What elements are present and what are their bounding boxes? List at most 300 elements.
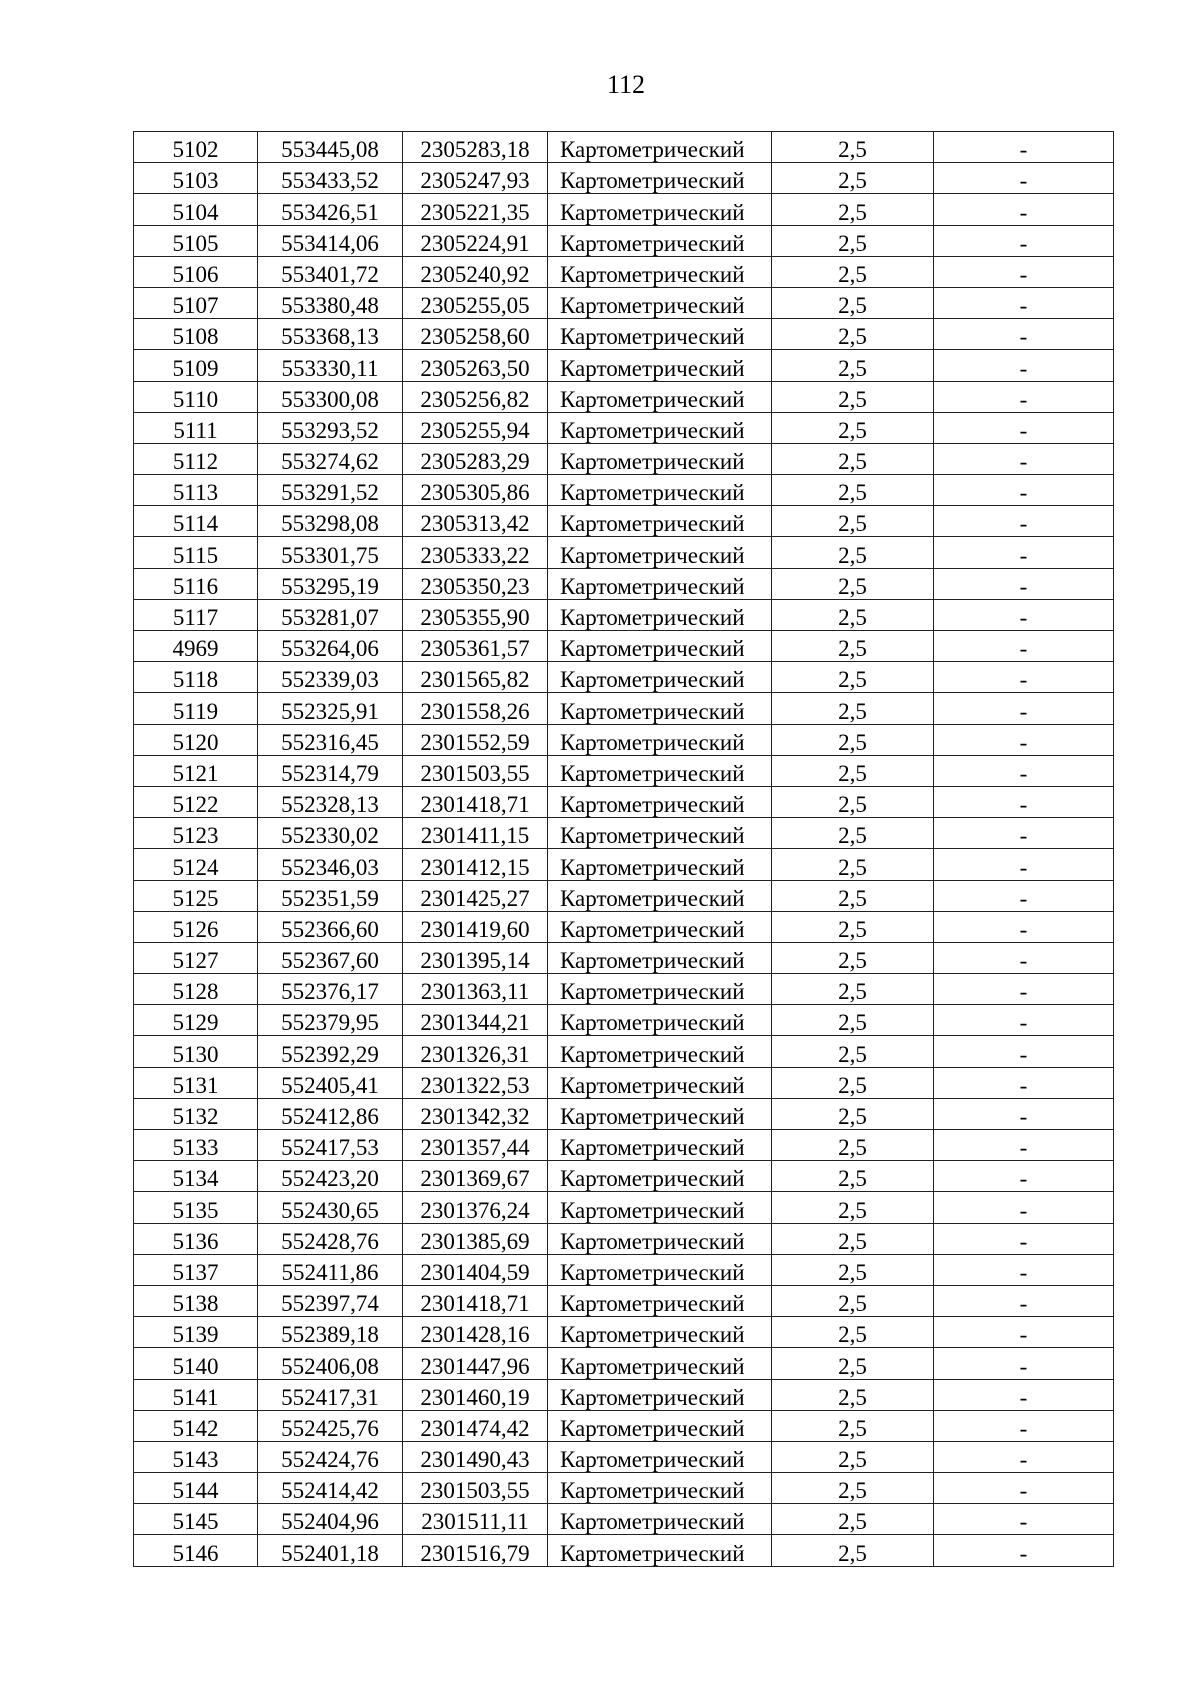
description-cell: - xyxy=(934,1317,1114,1348)
x-coordinate-cell: 552346,03 xyxy=(258,849,403,880)
x-coordinate-cell: 553301,75 xyxy=(258,537,403,568)
description-cell: - xyxy=(934,599,1114,630)
y-coordinate-cell: 2301428,16 xyxy=(403,1317,548,1348)
y-coordinate-cell: 2301516,79 xyxy=(403,1535,548,1566)
y-coordinate-cell: 2301425,27 xyxy=(403,880,548,911)
method-cell: Картометрический xyxy=(548,942,772,973)
y-coordinate-cell: 2301344,21 xyxy=(403,1005,548,1036)
table-row xyxy=(134,599,1114,630)
description-cell: - xyxy=(934,1348,1114,1379)
point-number-cell: 5132 xyxy=(134,1098,258,1129)
description-cell: - xyxy=(934,1192,1114,1223)
accuracy-cell: 2,5 xyxy=(772,287,934,318)
table-row xyxy=(134,1317,1114,1348)
method-cell: Картометрический xyxy=(548,1410,772,1441)
method-cell: Картометрический xyxy=(548,1285,772,1316)
table-row xyxy=(134,693,1114,724)
accuracy-cell: 2,5 xyxy=(772,1473,934,1504)
point-number-cell: 5106 xyxy=(134,256,258,287)
method-cell: Картометрический xyxy=(548,1254,772,1285)
table-row xyxy=(134,537,1114,568)
accuracy-cell: 2,5 xyxy=(772,1098,934,1129)
point-number-cell: 5130 xyxy=(134,1036,258,1067)
method-cell: Картометрический xyxy=(548,1504,772,1535)
accuracy-cell: 2,5 xyxy=(772,568,934,599)
x-coordinate-cell: 553295,19 xyxy=(258,568,403,599)
description-cell: - xyxy=(934,631,1114,662)
accuracy-cell: 2,5 xyxy=(772,1535,934,1566)
table-row xyxy=(134,1098,1114,1129)
description-cell: - xyxy=(934,1161,1114,1192)
x-coordinate-cell: 552428,76 xyxy=(258,1223,403,1254)
table-row xyxy=(134,568,1114,599)
accuracy-cell: 2,5 xyxy=(772,1005,934,1036)
description-cell: - xyxy=(934,1130,1114,1161)
y-coordinate-cell: 2301511,11 xyxy=(403,1504,548,1535)
point-number-cell: 5126 xyxy=(134,911,258,942)
point-number-cell: 5122 xyxy=(134,786,258,817)
point-number-cell: 5119 xyxy=(134,693,258,724)
description-cell: - xyxy=(934,880,1114,911)
table-row xyxy=(134,786,1114,817)
table-row xyxy=(134,755,1114,786)
table-row xyxy=(134,412,1114,443)
method-cell: Картометрический xyxy=(548,911,772,942)
point-number-cell: 5108 xyxy=(134,319,258,350)
point-number-cell: 5134 xyxy=(134,1161,258,1192)
description-cell: - xyxy=(934,443,1114,474)
point-number-cell: 5143 xyxy=(134,1441,258,1472)
description-cell: - xyxy=(934,693,1114,724)
table-row xyxy=(134,1130,1114,1161)
table-row xyxy=(134,974,1114,1005)
point-number-cell: 5145 xyxy=(134,1504,258,1535)
x-coordinate-cell: 552325,91 xyxy=(258,693,403,724)
x-coordinate-cell: 552330,02 xyxy=(258,818,403,849)
point-number-cell: 5137 xyxy=(134,1254,258,1285)
method-cell: Картометрический xyxy=(548,1067,772,1098)
y-coordinate-cell: 2301411,15 xyxy=(403,818,548,849)
x-coordinate-cell: 552367,60 xyxy=(258,942,403,973)
description-cell: - xyxy=(934,1067,1114,1098)
method-cell: Картометрический xyxy=(548,880,772,911)
accuracy-cell: 2,5 xyxy=(772,818,934,849)
accuracy-cell: 2,5 xyxy=(772,849,934,880)
accuracy-cell: 2,5 xyxy=(772,1254,934,1285)
accuracy-cell: 2,5 xyxy=(772,1441,934,1472)
x-coordinate-cell: 553264,06 xyxy=(258,631,403,662)
accuracy-cell: 2,5 xyxy=(772,1410,934,1441)
y-coordinate-cell: 2305247,93 xyxy=(403,163,548,194)
y-coordinate-cell: 2301342,32 xyxy=(403,1098,548,1129)
accuracy-cell: 2,5 xyxy=(772,974,934,1005)
description-cell: - xyxy=(934,786,1114,817)
accuracy-cell: 2,5 xyxy=(772,412,934,443)
method-cell: Картометрический xyxy=(548,475,772,506)
y-coordinate-cell: 2301376,24 xyxy=(403,1192,548,1223)
point-number-cell: 5109 xyxy=(134,350,258,381)
x-coordinate-cell: 553293,52 xyxy=(258,412,403,443)
y-coordinate-cell: 2301419,60 xyxy=(403,911,548,942)
description-cell: - xyxy=(934,662,1114,693)
x-coordinate-cell: 552389,18 xyxy=(258,1317,403,1348)
description-cell: - xyxy=(934,1005,1114,1036)
table-row xyxy=(134,1223,1114,1254)
accuracy-cell: 2,5 xyxy=(772,880,934,911)
method-cell: Картометрический xyxy=(548,1223,772,1254)
accuracy-cell: 2,5 xyxy=(772,381,934,412)
point-number-cell: 5129 xyxy=(134,1005,258,1036)
method-cell: Картометрический xyxy=(548,287,772,318)
table-row xyxy=(134,475,1114,506)
method-cell: Картометрический xyxy=(548,1005,772,1036)
point-number-cell: 5141 xyxy=(134,1379,258,1410)
point-number-cell: 5146 xyxy=(134,1535,258,1566)
y-coordinate-cell: 2301503,55 xyxy=(403,1473,548,1504)
method-cell: Картометрический xyxy=(548,256,772,287)
method-cell: Картометрический xyxy=(548,1317,772,1348)
y-coordinate-cell: 2305333,22 xyxy=(403,537,548,568)
table-row xyxy=(134,506,1114,537)
description-cell: - xyxy=(934,724,1114,755)
description-cell: - xyxy=(934,1504,1114,1535)
method-cell: Картометрический xyxy=(548,568,772,599)
x-coordinate-cell: 552351,59 xyxy=(258,880,403,911)
description-cell: - xyxy=(934,1441,1114,1472)
accuracy-cell: 2,5 xyxy=(772,599,934,630)
point-number-cell: 5117 xyxy=(134,599,258,630)
table-row xyxy=(134,350,1114,381)
point-number-cell: 5113 xyxy=(134,475,258,506)
table-row xyxy=(134,1192,1114,1223)
page-number: 112 xyxy=(606,70,646,99)
coordinates-table xyxy=(133,131,1114,1567)
accuracy-cell: 2,5 xyxy=(772,350,934,381)
x-coordinate-cell: 552417,53 xyxy=(258,1130,403,1161)
y-coordinate-cell: 2301460,19 xyxy=(403,1379,548,1410)
method-cell: Картометрический xyxy=(548,1473,772,1504)
x-coordinate-cell: 552339,03 xyxy=(258,662,403,693)
y-coordinate-cell: 2305240,92 xyxy=(403,256,548,287)
y-coordinate-cell: 2305355,90 xyxy=(403,599,548,630)
method-cell: Картометрический xyxy=(548,194,772,225)
x-coordinate-cell: 553274,62 xyxy=(258,443,403,474)
accuracy-cell: 2,5 xyxy=(772,1379,934,1410)
method-cell: Картометрический xyxy=(548,381,772,412)
accuracy-cell: 2,5 xyxy=(772,662,934,693)
y-coordinate-cell: 2301412,15 xyxy=(403,849,548,880)
point-number-cell: 5124 xyxy=(134,849,258,880)
description-cell: - xyxy=(934,1254,1114,1285)
method-cell: Картометрический xyxy=(548,1130,772,1161)
x-coordinate-cell: 552366,60 xyxy=(258,911,403,942)
accuracy-cell: 2,5 xyxy=(772,1317,934,1348)
method-cell: Картометрический xyxy=(548,225,772,256)
y-coordinate-cell: 2301558,26 xyxy=(403,693,548,724)
point-number-cell: 5139 xyxy=(134,1317,258,1348)
point-number-cell: 5131 xyxy=(134,1067,258,1098)
table-row xyxy=(134,724,1114,755)
x-coordinate-cell: 552405,41 xyxy=(258,1067,403,1098)
table-row xyxy=(134,1254,1114,1285)
description-cell: - xyxy=(934,568,1114,599)
accuracy-cell: 2,5 xyxy=(772,693,934,724)
point-number-cell: 5128 xyxy=(134,974,258,1005)
accuracy-cell: 2,5 xyxy=(772,1192,934,1223)
table-row xyxy=(134,1285,1114,1316)
accuracy-cell: 2,5 xyxy=(772,319,934,350)
table-row xyxy=(134,1348,1114,1379)
description-cell: - xyxy=(934,506,1114,537)
description-cell: - xyxy=(934,942,1114,973)
table-row xyxy=(134,849,1114,880)
method-cell: Картометрический xyxy=(548,974,772,1005)
table-row xyxy=(134,911,1114,942)
x-coordinate-cell: 552328,13 xyxy=(258,786,403,817)
y-coordinate-cell: 2305224,91 xyxy=(403,225,548,256)
y-coordinate-cell: 2301474,42 xyxy=(403,1410,548,1441)
point-number-cell: 5142 xyxy=(134,1410,258,1441)
point-number-cell: 5127 xyxy=(134,942,258,973)
description-cell: - xyxy=(934,350,1114,381)
table-row xyxy=(134,381,1114,412)
description-cell: - xyxy=(934,537,1114,568)
table-row xyxy=(134,1535,1114,1566)
point-number-cell: 5140 xyxy=(134,1348,258,1379)
method-cell: Картометрический xyxy=(548,1441,772,1472)
accuracy-cell: 2,5 xyxy=(772,1036,934,1067)
point-number-cell: 5120 xyxy=(134,724,258,755)
x-coordinate-cell: 552404,96 xyxy=(258,1504,403,1535)
method-cell: Картометрический xyxy=(548,412,772,443)
description-cell: - xyxy=(934,974,1114,1005)
table-row xyxy=(134,662,1114,693)
method-cell: Картометрический xyxy=(548,319,772,350)
point-number-cell: 5110 xyxy=(134,381,258,412)
accuracy-cell: 2,5 xyxy=(772,1223,934,1254)
table-row xyxy=(134,287,1114,318)
y-coordinate-cell: 2301418,71 xyxy=(403,1285,548,1316)
accuracy-cell: 2,5 xyxy=(772,506,934,537)
x-coordinate-cell: 552412,86 xyxy=(258,1098,403,1129)
method-cell: Картометрический xyxy=(548,693,772,724)
y-coordinate-cell: 2305313,42 xyxy=(403,506,548,537)
y-coordinate-cell: 2305263,50 xyxy=(403,350,548,381)
y-coordinate-cell: 2301395,14 xyxy=(403,942,548,973)
table-row xyxy=(134,225,1114,256)
y-coordinate-cell: 2305305,86 xyxy=(403,475,548,506)
description-cell: - xyxy=(934,256,1114,287)
table-row xyxy=(134,319,1114,350)
x-coordinate-cell: 553298,08 xyxy=(258,506,403,537)
point-number-cell: 4969 xyxy=(134,631,258,662)
accuracy-cell: 2,5 xyxy=(772,942,934,973)
table-row xyxy=(134,1067,1114,1098)
x-coordinate-cell: 552316,45 xyxy=(258,724,403,755)
y-coordinate-cell: 2305255,94 xyxy=(403,412,548,443)
description-cell: - xyxy=(934,911,1114,942)
y-coordinate-cell: 2301385,69 xyxy=(403,1223,548,1254)
description-cell: - xyxy=(934,1410,1114,1441)
point-number-cell: 5112 xyxy=(134,443,258,474)
method-cell: Картометрический xyxy=(548,537,772,568)
table-row xyxy=(134,1379,1114,1410)
x-coordinate-cell: 552425,76 xyxy=(258,1410,403,1441)
x-coordinate-cell: 553291,52 xyxy=(258,475,403,506)
method-cell: Картометрический xyxy=(548,786,772,817)
method-cell: Картометрический xyxy=(548,599,772,630)
y-coordinate-cell: 2305258,60 xyxy=(403,319,548,350)
x-coordinate-cell: 552376,17 xyxy=(258,974,403,1005)
accuracy-cell: 2,5 xyxy=(772,256,934,287)
description-cell: - xyxy=(934,1098,1114,1129)
x-coordinate-cell: 553433,52 xyxy=(258,163,403,194)
point-number-cell: 5102 xyxy=(134,132,258,163)
accuracy-cell: 2,5 xyxy=(772,1285,934,1316)
y-coordinate-cell: 2305350,23 xyxy=(403,568,548,599)
table-row xyxy=(134,631,1114,662)
y-coordinate-cell: 2305283,18 xyxy=(403,132,548,163)
method-cell: Картометрический xyxy=(548,1161,772,1192)
method-cell: Картометрический xyxy=(548,1348,772,1379)
method-cell: Картометрический xyxy=(548,724,772,755)
accuracy-cell: 2,5 xyxy=(772,1504,934,1535)
y-coordinate-cell: 2305361,57 xyxy=(403,631,548,662)
x-coordinate-cell: 552430,65 xyxy=(258,1192,403,1223)
x-coordinate-cell: 552392,29 xyxy=(258,1036,403,1067)
x-coordinate-cell: 553426,51 xyxy=(258,194,403,225)
point-number-cell: 5138 xyxy=(134,1285,258,1316)
y-coordinate-cell: 2301363,11 xyxy=(403,974,548,1005)
method-cell: Картометрический xyxy=(548,506,772,537)
y-coordinate-cell: 2301404,59 xyxy=(403,1254,548,1285)
point-number-cell: 5123 xyxy=(134,818,258,849)
x-coordinate-cell: 552379,95 xyxy=(258,1005,403,1036)
y-coordinate-cell: 2305256,82 xyxy=(403,381,548,412)
method-cell: Картометрический xyxy=(548,631,772,662)
accuracy-cell: 2,5 xyxy=(772,786,934,817)
method-cell: Картометрический xyxy=(548,1098,772,1129)
description-cell: - xyxy=(934,849,1114,880)
x-coordinate-cell: 552406,08 xyxy=(258,1348,403,1379)
description-cell: - xyxy=(934,1473,1114,1504)
method-cell: Картометрический xyxy=(548,849,772,880)
x-coordinate-cell: 552411,86 xyxy=(258,1254,403,1285)
table-row xyxy=(134,132,1114,163)
x-coordinate-cell: 553330,11 xyxy=(258,350,403,381)
method-cell: Картометрический xyxy=(548,132,772,163)
method-cell: Картометрический xyxy=(548,350,772,381)
point-number-cell: 5105 xyxy=(134,225,258,256)
x-coordinate-cell: 553401,72 xyxy=(258,256,403,287)
accuracy-cell: 2,5 xyxy=(772,537,934,568)
point-number-cell: 5116 xyxy=(134,568,258,599)
point-number-cell: 5103 xyxy=(134,163,258,194)
description-cell: - xyxy=(934,381,1114,412)
y-coordinate-cell: 2305221,35 xyxy=(403,194,548,225)
table-row xyxy=(134,1161,1114,1192)
accuracy-cell: 2,5 xyxy=(772,1161,934,1192)
description-cell: - xyxy=(934,225,1114,256)
description-cell: - xyxy=(934,475,1114,506)
y-coordinate-cell: 2301552,59 xyxy=(403,724,548,755)
point-number-cell: 5118 xyxy=(134,662,258,693)
description-cell: - xyxy=(934,132,1114,163)
y-coordinate-cell: 2301357,44 xyxy=(403,1130,548,1161)
y-coordinate-cell: 2301326,31 xyxy=(403,1036,548,1067)
x-coordinate-cell: 552414,42 xyxy=(258,1473,403,1504)
table-row xyxy=(134,1504,1114,1535)
table-body xyxy=(134,132,1114,1567)
accuracy-cell: 2,5 xyxy=(772,132,934,163)
table-row xyxy=(134,194,1114,225)
x-coordinate-cell: 553300,08 xyxy=(258,381,403,412)
accuracy-cell: 2,5 xyxy=(772,475,934,506)
accuracy-cell: 2,5 xyxy=(772,1348,934,1379)
accuracy-cell: 2,5 xyxy=(772,724,934,755)
table-row xyxy=(134,1036,1114,1067)
description-cell: - xyxy=(934,319,1114,350)
y-coordinate-cell: 2301447,96 xyxy=(403,1348,548,1379)
x-coordinate-cell: 552424,76 xyxy=(258,1441,403,1472)
point-number-cell: 5125 xyxy=(134,880,258,911)
description-cell: - xyxy=(934,1223,1114,1254)
table-row xyxy=(134,163,1114,194)
point-number-cell: 5107 xyxy=(134,287,258,318)
x-coordinate-cell: 553281,07 xyxy=(258,599,403,630)
description-cell: - xyxy=(934,287,1114,318)
x-coordinate-cell: 552397,74 xyxy=(258,1285,403,1316)
method-cell: Картометрический xyxy=(548,755,772,786)
description-cell: - xyxy=(934,1036,1114,1067)
y-coordinate-cell: 2301418,71 xyxy=(403,786,548,817)
point-number-cell: 5115 xyxy=(134,537,258,568)
table-row xyxy=(134,443,1114,474)
x-coordinate-cell: 552401,18 xyxy=(258,1535,403,1566)
accuracy-cell: 2,5 xyxy=(772,225,934,256)
accuracy-cell: 2,5 xyxy=(772,1067,934,1098)
table-row xyxy=(134,256,1114,287)
y-coordinate-cell: 2305283,29 xyxy=(403,443,548,474)
y-coordinate-cell: 2301322,53 xyxy=(403,1067,548,1098)
y-coordinate-cell: 2301369,67 xyxy=(403,1161,548,1192)
description-cell: - xyxy=(934,1535,1114,1566)
y-coordinate-cell: 2305255,05 xyxy=(403,287,548,318)
x-coordinate-cell: 553445,08 xyxy=(258,132,403,163)
accuracy-cell: 2,5 xyxy=(772,163,934,194)
point-number-cell: 5136 xyxy=(134,1223,258,1254)
accuracy-cell: 2,5 xyxy=(772,1130,934,1161)
table-row xyxy=(134,942,1114,973)
point-number-cell: 5144 xyxy=(134,1473,258,1504)
x-coordinate-cell: 552423,20 xyxy=(258,1161,403,1192)
x-coordinate-cell: 553368,13 xyxy=(258,319,403,350)
x-coordinate-cell: 552417,31 xyxy=(258,1379,403,1410)
accuracy-cell: 2,5 xyxy=(772,194,934,225)
point-number-cell: 5135 xyxy=(134,1192,258,1223)
description-cell: - xyxy=(934,818,1114,849)
x-coordinate-cell: 552314,79 xyxy=(258,755,403,786)
method-cell: Картометрический xyxy=(548,1379,772,1410)
x-coordinate-cell: 553380,48 xyxy=(258,287,403,318)
table-row xyxy=(134,1005,1114,1036)
accuracy-cell: 2,5 xyxy=(772,631,934,662)
point-number-cell: 5121 xyxy=(134,755,258,786)
table-row xyxy=(134,880,1114,911)
description-cell: - xyxy=(934,1285,1114,1316)
description-cell: - xyxy=(934,1379,1114,1410)
method-cell: Картометрический xyxy=(548,443,772,474)
